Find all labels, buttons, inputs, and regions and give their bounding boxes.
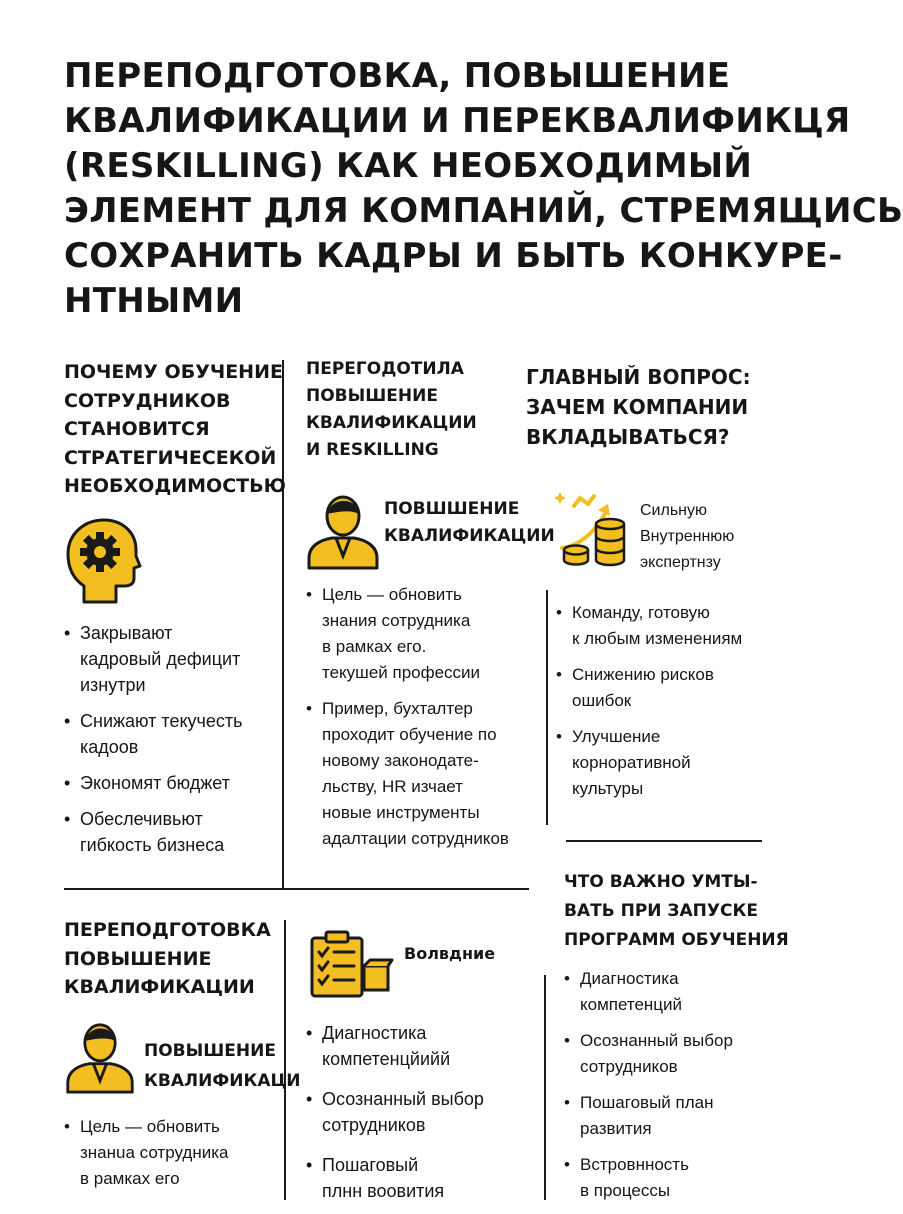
checklist-box-icon [310,930,392,998]
bullet-list [64,620,274,868]
list-item: • Пошаговый план развития [564,1090,784,1142]
subhead: ПОВШШЕНИЕ КВАЛИФИКАЦИИ [384,499,555,546]
bullet-list [306,582,541,862]
list-item: • Улучшение корноративной культуры [556,724,776,802]
list-item: • Пошаговый плнн воовития [306,1152,536,1204]
divider-horizontal-1 [64,888,529,890]
section-heading: ГЛАВНЫЙ ВОПРОС: ЗАЧЕМ КОМПАНИИ ВКЛАДЫВАТЬСЯ? [526,365,751,449]
coins-growth-icon [554,490,630,566]
bullet-list [306,1020,536,1214]
bullet-list [64,1114,279,1202]
icon-caption: Сильную Внутреннюю экспертнзу [640,502,735,571]
divider-horizontal-2 [566,840,762,842]
list-item: • Встровнность в процессы [564,1152,784,1204]
list-item: • Обеслечивьют гибкость бизнеса [64,806,274,858]
section-heading: ПЕРЕГОДОТИЛА ПОВЫШЕНИЕ КВАЛИФИКАЦИИ И RESKILLING [306,359,477,460]
person-icon [306,494,380,570]
person-icon [64,1022,136,1094]
divider-vertical-4 [544,975,546,1200]
list-item: • Диагностика компетенций [564,966,784,1018]
list-item: • Закрывают кадровый дефицит изнутри [64,620,274,698]
section-heading: ПОЧЕМУ ОБУЧЕНИЕ СОТРУДНИКОВ СТАНОВИТСЯ СТРАТЕГИЧЕСЕКОЙ НЕОБХОДИМОСТЬЮ [64,361,286,497]
subhead: Волвдние [404,944,496,963]
list-item: • Пример, бухталтер проходит обучение по новому законодате- льству, HR изчает новые инструменты адалтации сотрудников [306,696,541,852]
list-item: • Команду, готовую к любым изменениям [556,600,776,652]
list-item: • Снижению рисков ошибок [556,662,776,714]
list-item: • Цель — обновить знания сотрудника в рамках его. текушей профессии [306,582,541,686]
page-title: ПЕРЕПОДГОТОВКА, ПОВЫШЕНИЕ КВАЛИФИКАЦИИ И ПЕРЕКВАЛИФИКЦЯ (RESKILLING) КАК НЕОБХОДИМЫЙ ЭЛЕМЕНТ ДЛЯ КОМПАНИЙ, СТРЕМЯЩИСЬ СОХРАНИТЬ КАДРЫ И БЫТЬ КОНКУРЕ- НТНЫМИ [64,56,903,321]
head-gear-icon [64,516,140,606]
list-item: • Осознанный выбор сотрудников [564,1028,784,1080]
subhead: ПОВЫШЕНИЕ КВАЛИФИКАЦИ [144,1041,301,1091]
list-item: • Диагностика компетенцйийй [306,1020,536,1072]
list-item: • Цель — обновить знанuа сотрудника в рамках его [64,1114,279,1192]
divider-vertical-2 [546,590,548,825]
list-item: • Осознанный выбор сотрудников [306,1086,536,1138]
bullet-list [556,600,776,812]
list-item: • Снижают текучесть кадоов [64,708,274,760]
list-item: • Экономят бюджет [64,770,274,796]
bullet-list [564,966,784,1214]
section-heading: ЧТО ВАЖНО УМТЫ- ВАТЬ ПРИ ЗАПУСКЕ ПРОГРАММ ОБУЧЕНИЯ [564,872,789,950]
section-heading: ПЕРЕПОДГОТОВКА ПОВЫШЕНИЕ КВАЛИФИКАЦИИ [64,919,271,998]
